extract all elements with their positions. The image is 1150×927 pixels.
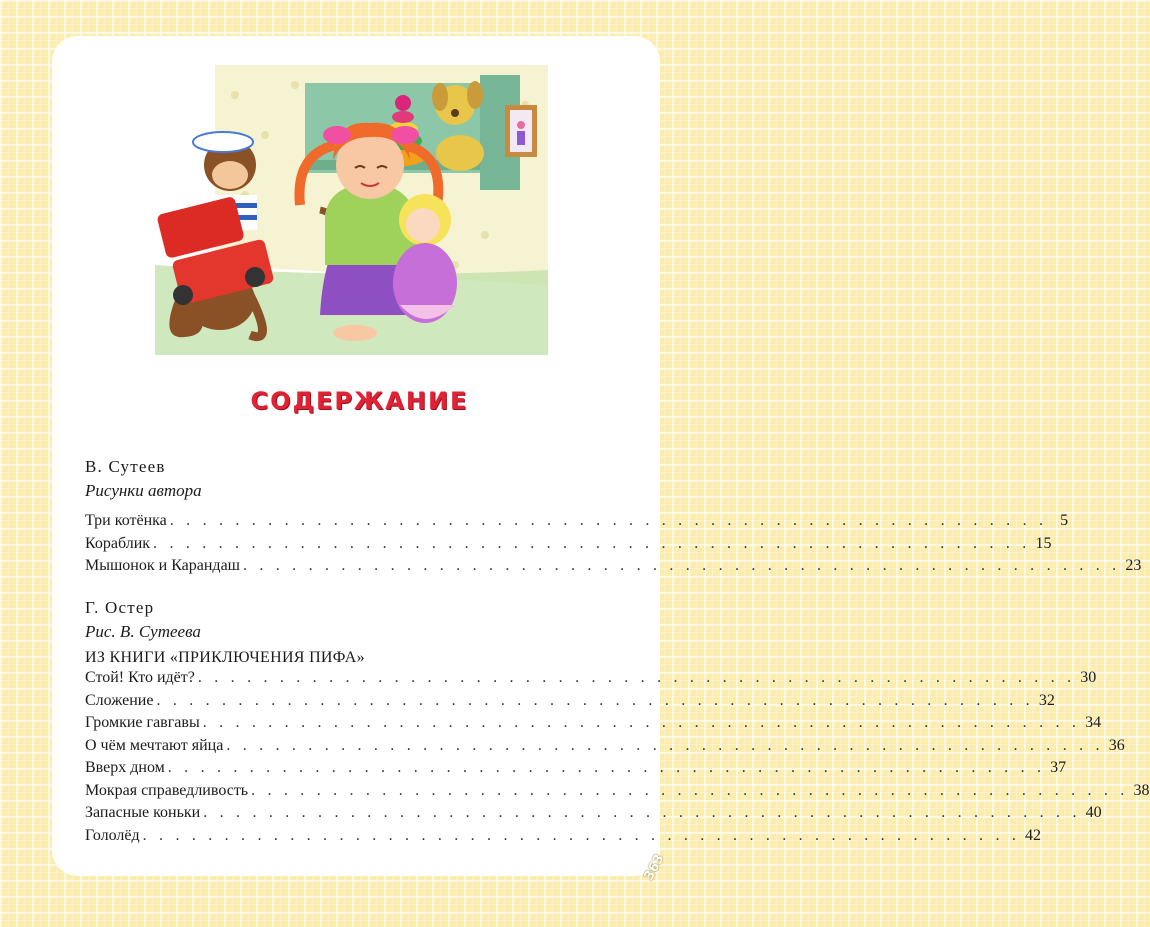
toc-entry[interactable] xyxy=(85,534,1052,558)
toc-leader-dots: . . . . . . . . . . . . . . . . . . . . . . . . . . . . . . . . . . . . . . . . . . . . . . . . . . . . . . xyxy=(226,736,1104,754)
toc-leader-dots: . . . . . . . . . . . . . . . . . . . . . . . . . . . . . . . . . . . . . . . . . . . . . . . . . . . . . . xyxy=(202,714,1081,731)
contents-heading: СОДЕРЖАНИЕ xyxy=(250,387,469,415)
toc-entry-page: 37 xyxy=(1050,759,1067,776)
toc-entry[interactable] xyxy=(85,759,1067,782)
book-title: ИЗ КНИГИ «ПРИКЛЮЧЕНИЯ ПИФА» xyxy=(85,649,365,666)
page-number: 363 xyxy=(641,851,668,884)
toc-entry-page: 23 xyxy=(1125,557,1142,574)
toc-entry[interactable] xyxy=(85,512,1069,535)
toc-entry-title: Стой! Кто идёт? xyxy=(85,669,195,686)
toc-entry-title: Кораблик xyxy=(85,534,151,552)
toc-entry-page: 40 xyxy=(1085,804,1102,821)
toc-entry-title: О чём мечтают яйца xyxy=(85,736,224,754)
toc-entry-title: Запасные коньки xyxy=(85,804,201,821)
toc-entry-page: 38 xyxy=(1133,781,1150,799)
author-name: В. Сутеев xyxy=(85,457,166,476)
toc-leader-dots: . . . . . . . . . . . . . . . . . . . . . . . . . . . . . . . . . . . . . . . . . . . . . . . . . . . . . . xyxy=(156,691,1034,709)
toc-entry-page: 32 xyxy=(1038,691,1055,709)
toc-entry[interactable] xyxy=(85,736,1125,760)
toc-entry-title: Громкие гавгавы xyxy=(85,714,200,731)
author-name: Г. Остер xyxy=(85,598,155,617)
illustrations-credit: Рисунки автора xyxy=(85,481,202,500)
toc-leader-dots: . . . . . . . . . . . . . . . . . . . . . . . . . . . . . . . . . . . . . . . . . . . . . . . . . . . . . . xyxy=(251,781,1129,799)
toc-entry[interactable] xyxy=(85,669,1097,692)
illustration-kids-toys xyxy=(155,65,548,355)
author-section-oster xyxy=(85,597,1150,849)
toc-list xyxy=(85,669,1150,849)
toc-leader-dots: . . . . . . . . . . . . . . . . . . . . . . . . . . . . . . . . . . . . . . . . . . . . . . . . . . . . . . xyxy=(142,826,1021,844)
toc-leader-dots: . . . . . . . . . . . . . . . . . . . . . . . . . . . . . . . . . . . . . . . . . . . . . . . . . . . . . . xyxy=(169,512,1048,529)
toc-leader-dots: . . . . . . . . . . . . . . . . . . . . . . . . . . . . . . . . . . . . . . . . . . . . . . . . . . . . . . xyxy=(242,557,1121,574)
toc-entry[interactable] xyxy=(85,826,1042,850)
toc-entry-page: 30 xyxy=(1080,669,1097,686)
toc-entry-title: Сложение xyxy=(85,691,154,709)
toc-entry-title: Мышонок и Карандаш xyxy=(85,557,240,574)
toc-entry[interactable] xyxy=(85,691,1055,715)
toc-entry-page: 36 xyxy=(1108,736,1125,754)
toc-entry[interactable] xyxy=(85,781,1150,805)
toc-entry[interactable] xyxy=(85,804,1102,827)
toc-leader-dots: . . . . . . . . . . . . . . . . . . . . . . . . . . . . . . . . . . . . . . . . . . . . . . . . . . . . . . xyxy=(197,669,1076,686)
toc-entry[interactable] xyxy=(85,557,1142,580)
toc-entry-title: Мокрая справедливость xyxy=(85,781,249,799)
toc-entry-page: 34 xyxy=(1085,714,1102,731)
toc-leader-dots: . . . . . . . . . . . . . . . . . . . . . . . . . . . . . . . . . . . . . . . . . . . . . . . . . . . . . . xyxy=(153,534,1031,552)
toc-list xyxy=(85,512,1142,580)
toc-leader-dots: . . . . . . . . . . . . . . . . . . . . . . . . . . . . . . . . . . . . . . . . . . . . . . . . . . . . . . xyxy=(167,759,1046,776)
toc-entry-title: Вверх дном xyxy=(85,759,165,776)
toc-entry-page: 42 xyxy=(1025,826,1042,844)
illustrations-credit: Рис. В. Сутеева xyxy=(85,622,201,641)
toc-entry-title: Три котёнка xyxy=(85,512,167,529)
author-section-suteev xyxy=(85,456,1142,580)
toc-leader-dots: . . . . . . . . . . . . . . . . . . . . . . . . . . . . . . . . . . . . . . . . . . . . . . . . . . . . . . xyxy=(203,804,1081,821)
toc-entry-title: Гололёд xyxy=(85,826,140,844)
toc-entry[interactable] xyxy=(85,714,1102,737)
toc-entry-page: 15 xyxy=(1035,534,1052,552)
toc-entry-page: 5 xyxy=(1060,512,1069,529)
